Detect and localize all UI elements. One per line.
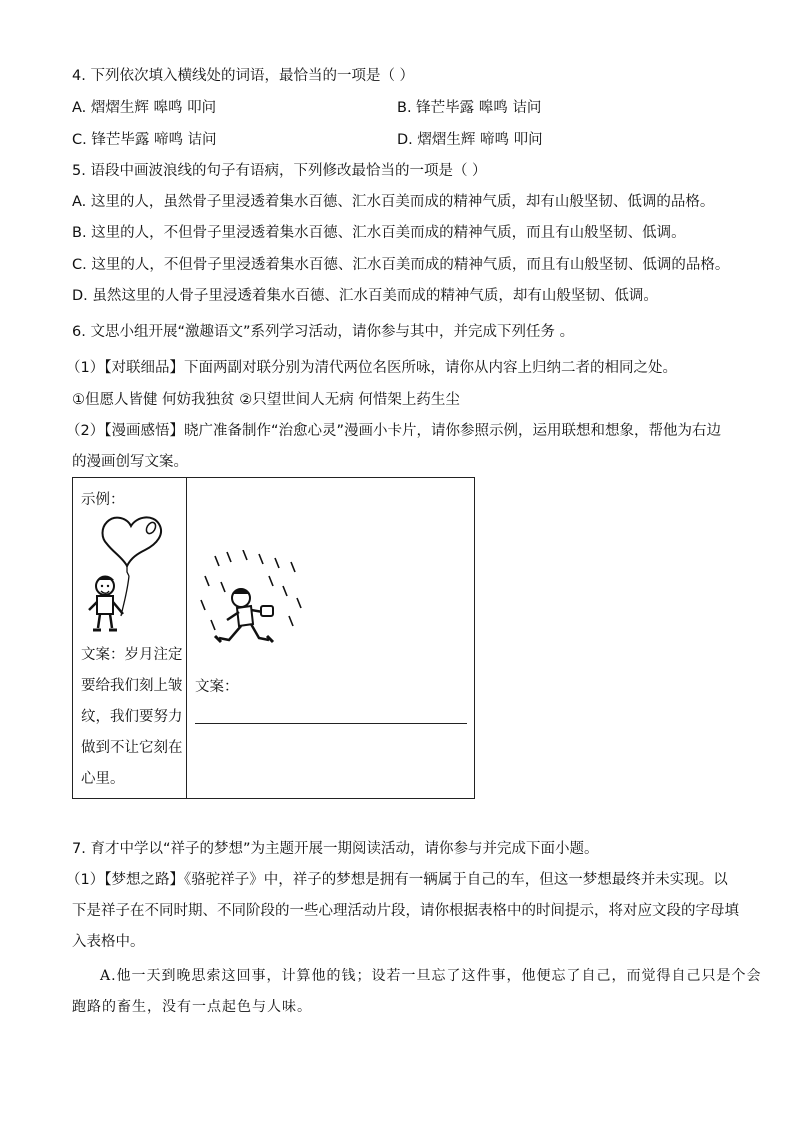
answer-label: 文案： (195, 679, 239, 695)
balloon-boy-illustration (87, 514, 177, 638)
q4-option-a: A. 熠熠生辉 嗥鸣 叩问 (72, 100, 217, 116)
q7-sub1-line3: 入表格中。 (72, 934, 145, 950)
q6-couplets: ①但愿人皆健 何妨我独贫 ②只望世间人无病 何惜架上药生尘 (72, 392, 460, 408)
q7-stem: 7. 育才中学以“祥子的梦想”为主题开展一期阅读活动，请你参与并完成下面小题。 (72, 841, 599, 857)
q4-stem: 4. 下列依次填入横线处的词语，最恰当的一项是（ ） (72, 68, 415, 84)
example-copy-line: 纹，我们要努力 (81, 709, 183, 725)
q5-stem: 5. 语段中画波浪线的句子有语病，下列修改最恰当的一项是（ ） (72, 163, 487, 179)
example-copy-line: 做到不让它刻在 (81, 740, 183, 756)
q7-sub1-line2: 下是祥子在不同时期、不同阶段的一些心理活动片段，请你根据表格中的时间提示，将对应文段的字母填 (72, 903, 739, 919)
example-label: 示例： (81, 492, 125, 508)
passage-a-line2: 跑路的畜生，没有一点起色与人味。 (72, 999, 312, 1015)
example-copy-line: 文案：岁月注定 (81, 647, 183, 663)
example-copy-line: 要给我们刻上皱 (81, 678, 183, 694)
q4-option-d: D. 熠熠生辉 啼鸣 叩问 (397, 132, 543, 148)
q6-sub1: （1）【对联细品】下面两副对联分别为清代两位名医所咏，请你从内容上归纳二者的相同之处。 (66, 360, 677, 376)
comic-divider (186, 478, 187, 798)
q5-option-b: B. 这里的人，不但骨子里浸透着集水百德、汇水百美而成的精神气质，而且有山般坚韧、低调。 (72, 225, 686, 241)
q4-option-c: C. 锋芒毕露 啼鸣 诘问 (72, 132, 217, 148)
q5-option-c: C. 这里的人，不但骨子里浸透着集水百德、汇水百美而成的精神气质，而且有山般坚韧、低调的品格。 (72, 257, 730, 273)
example-copy-line: 心里。 (81, 771, 125, 787)
passage-a-line1: A.他一天到晚思索这回事，计算他的钱；设若一旦忘了这件事，他便忘了自己，而觉得自己只是个会 (100, 968, 762, 984)
q5-option-a: A. 这里的人，虽然骨子里浸透着集水百德、汇水百美而成的精神气质，却有山般坚韧、低调的品格。 (72, 194, 715, 210)
q6-stem: 6. 文思小组开展“激趣语文”系列学习活动，请你参与其中，并完成下列任务 。 (72, 324, 575, 340)
rain-runner-illustration (197, 550, 307, 662)
q7-sub1-line1: （1）【梦想之路】《骆驼祥子》中，祥子的梦想是拥有一辆属于自己的车，但这一梦想最终并未实现。以 (66, 872, 728, 888)
q6-sub2-line1: （2）【漫画感悟】晓广准备制作“治愈心灵”漫画小卡片，请你参照示例，运用联想和想象，帮他为右边 (66, 423, 721, 439)
comic-box (72, 477, 475, 799)
q5-option-d: D. 虽然这里的人骨子里浸透着集水百德、汇水百美而成的精神气质，却有山般坚韧、低调。 (72, 288, 658, 304)
q6-sub2-line2: 的漫画创写文案。 (72, 454, 188, 470)
answer-blank-line[interactable] (195, 723, 467, 724)
q4-option-b: B. 锋芒毕露 嗥鸣 诘问 (397, 100, 542, 116)
